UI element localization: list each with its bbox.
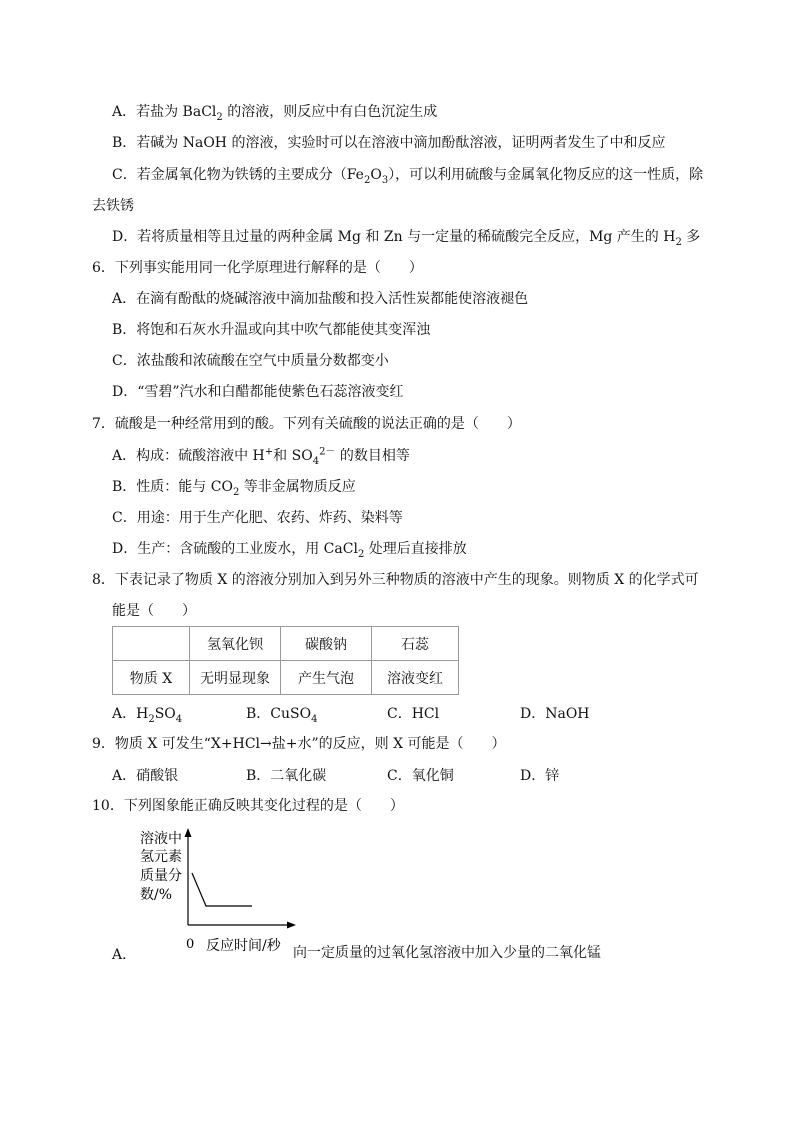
q8-option-b: B．CuSO$_4$: [246, 706, 318, 725]
graph-ylabel-line: 氢元素: [140, 849, 182, 865]
q8-option-d: D．NaOH: [520, 706, 590, 722]
q10-graph: [130, 826, 300, 961]
table-row: [113, 627, 459, 661]
q10-option-a-description: 向一定质量的过氧化氢溶液中加入少量的二氧化锰: [293, 945, 601, 961]
q8-table: [112, 626, 459, 695]
q9-option-a: A．硝酸银: [112, 768, 179, 784]
graph-origin-label: 0: [186, 937, 195, 952]
q5-option-c-continued: 去铁锈: [92, 198, 134, 214]
table-header-cell: 碳酸钠: [281, 627, 372, 661]
q6-option-d: D．“雪碧”汽水和白醋都能使紫色石蕊溶液变红: [112, 384, 404, 400]
q8-stem: 8．下表记录了物质 X 的溶液分别加入到另外三种物质的溶液中产生的现象。则物质 X 的化学式可: [92, 572, 699, 588]
q5-option-c: C．若金属氧化物为铁锈的主要成分$(Fe_2O_3)$，可以利用硫酸与金属氧化物反应的这一性质，除: [112, 167, 704, 186]
q7-option-c: C．用途：用于生产化肥、农药、炸药、染料等: [112, 510, 403, 526]
q9-option-d: D．锌: [520, 768, 560, 784]
q9-stem: 9．物质 X 可发生“X+HCl→盐+水”的反应，则 X 可能是（ ）: [92, 736, 506, 752]
q8-option-c: C．HCl: [387, 706, 440, 722]
graph-curve: [192, 873, 252, 906]
graph-ylabel-line: 质量分: [140, 868, 182, 884]
x-axis-arrow-icon: [287, 922, 296, 929]
q7-stem: 7．硫酸是一种经常用到的酸。下列有关硫酸的说法正确的是（ ）: [92, 416, 521, 432]
q6-stem: 6．下列事实能用同一化学原理进行解释的是（ ）: [92, 260, 423, 276]
q10-option-a-label: A．: [112, 947, 137, 963]
q8-option-a: A．$H_2SO_4$: [112, 706, 183, 725]
q6-option-c: C．浓盐酸和浓硫酸在空气中质量分数都变小: [112, 353, 389, 369]
table-header-cell: [113, 627, 190, 661]
q6-option-a: A．在滴有酚酞的烧碱溶液中滴加盐酸和投入活性炭都能使溶液褪色: [112, 291, 529, 307]
q5-option-b: B．若碱为 NaOH 的溶液，实验时可以在溶液中滴加酚酞溶液，证明两者发生了中和反应: [112, 135, 666, 151]
table-cell: 无明显现象: [190, 661, 281, 695]
table-row: [113, 661, 459, 695]
q7-option-b: B．性质：能与 $CO_2$ 等非金属物质反应: [112, 479, 356, 498]
q7-option-a: A．构成：硫酸溶液中 H+和 $SO_4^{2-}$ 的数目相等: [112, 446, 410, 467]
table-cell: 产生气泡: [281, 661, 372, 695]
q7-option-d: D．生产：含硫酸的工业废水，用 CaCl$_2$ 处理后直接排放: [112, 541, 467, 560]
q5-option-a: A．若盐为 BaCl$_2$ 的溶液，则反应中有白色沉淀生成: [112, 104, 438, 123]
q5-option-d: D．若将质量相等且过量的两种金属 Mg 和 Zn 与一定量的稀硫酸完全反应，Mg 产生的 $H_2$ 多: [112, 229, 701, 248]
table-header-cell: 石蕊: [372, 627, 459, 661]
table-header-cell: 氢氧化钡: [190, 627, 281, 661]
q6-option-b: B．将饱和石灰水升温或向其中吹气都能使其变浑浊: [112, 322, 431, 338]
q8-stem-continued: 能是（ ）: [112, 603, 196, 619]
q10-stem: 10．下列图象能正确反映其变化过程的是（ ）: [92, 798, 404, 814]
y-axis-arrow-icon: [185, 828, 192, 837]
q9-option-b: B．二氧化碳: [246, 768, 327, 784]
graph-ylabel-line: 数/%: [140, 887, 173, 903]
graph-xlabel: 反应时间/秒: [206, 938, 281, 954]
q9-option-c: C．氧化铜: [387, 768, 454, 784]
graph-ylabel-line: 溶液中: [140, 831, 182, 847]
table-cell: 溶液变红: [372, 661, 459, 695]
table-cell: 物质 X: [113, 661, 190, 695]
